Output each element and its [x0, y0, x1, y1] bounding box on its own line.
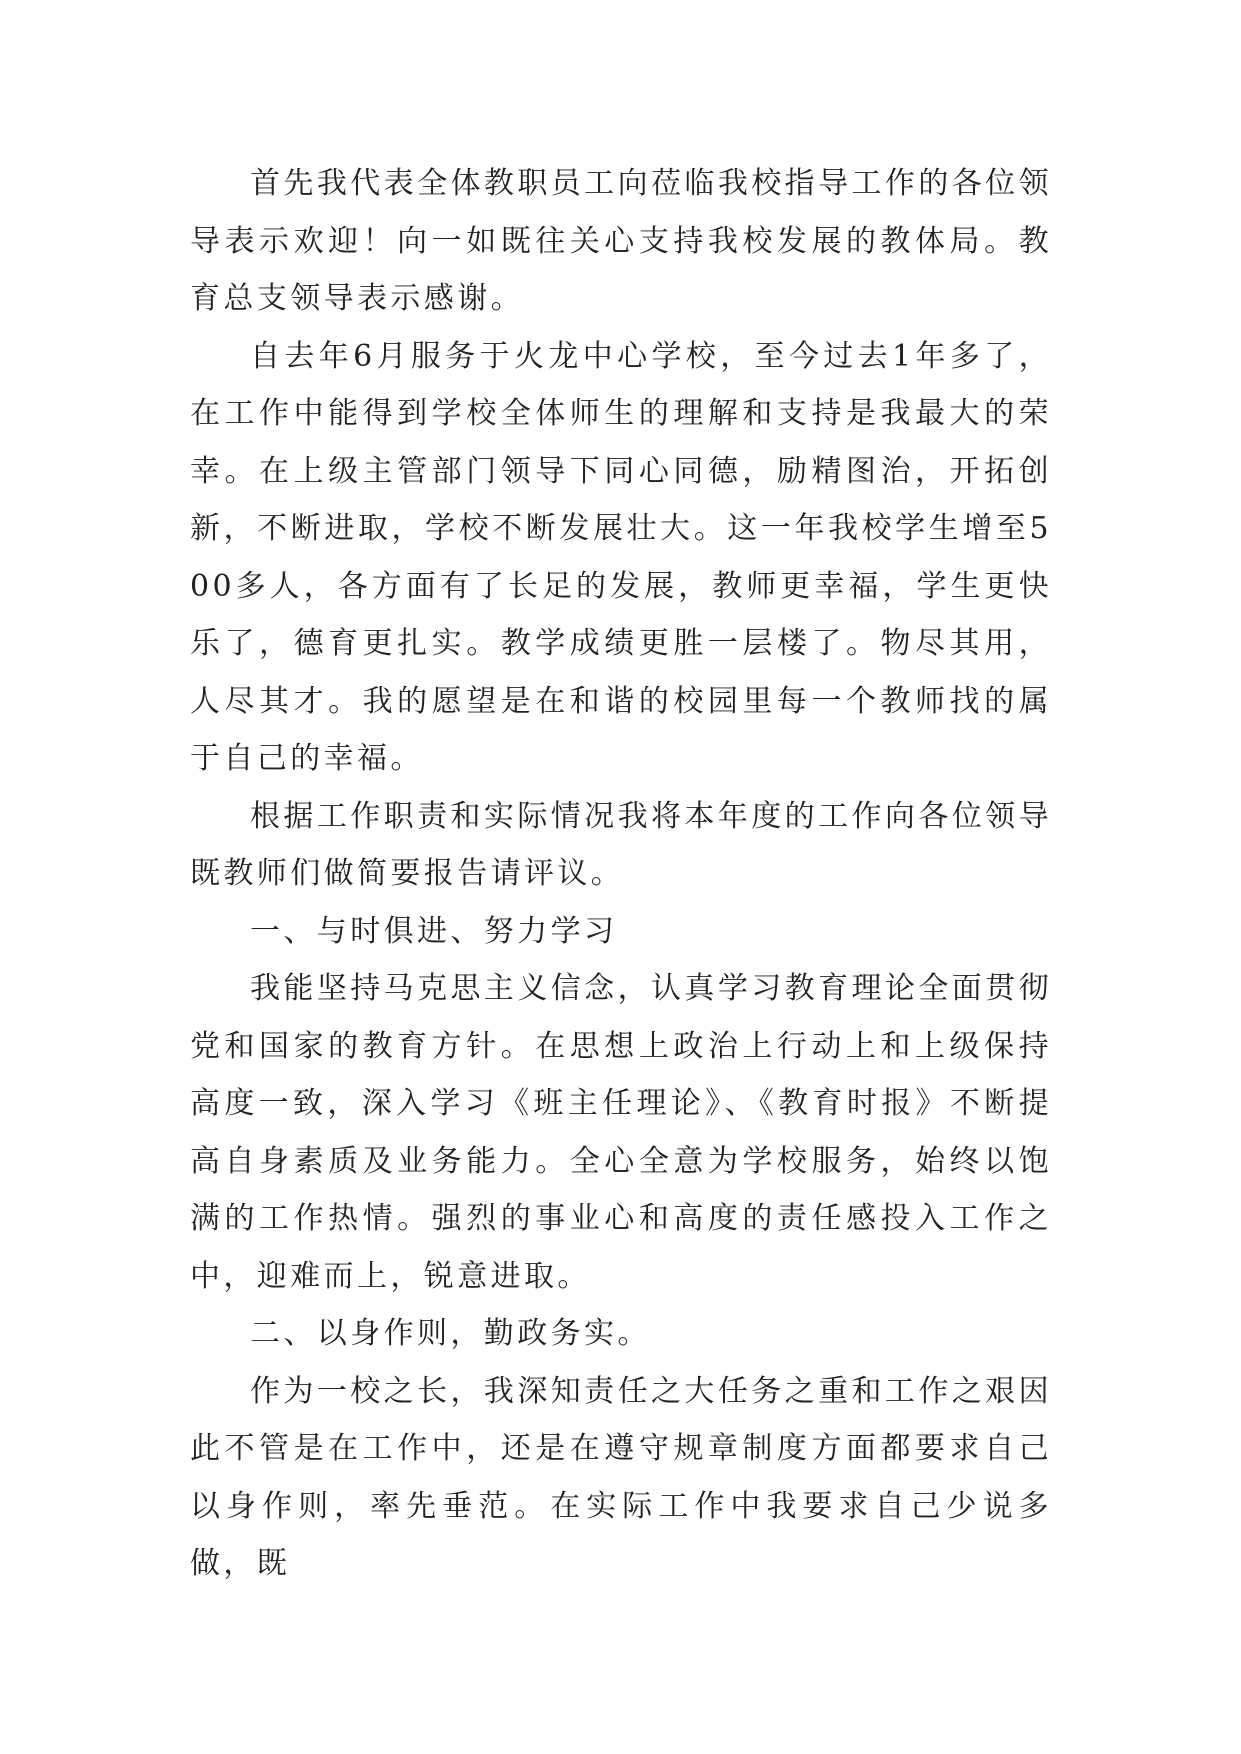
paragraph-report-intro: 根据工作职责和实际情况我将本年度的工作向各位领导既教师们做简要报告请评议。 [190, 798, 1052, 891]
paragraph-welcome: 首先我代表全体教职员工向莅临我校指导工作的各位领导表示欢迎！向一如既往关心支持我校发展的教体局。教育总支领导表示感谢。 [190, 166, 1052, 316]
section-heading-2: 二、以身作则，勤政务实。 [250, 1316, 651, 1351]
paragraph-service-year: 自去年6月服务于火龙中心学校，至今过去1年多了，在工作中能得到学校全体师生的理解和支持是我最大的荣幸。在上级主管部门领导下同心同德，励精图治，开拓创新，不断进取，学校不断发展壮大。这一年我校学生增至500多人，各方面有了长足的发展，教师更幸福，学生更快乐了，德育更扎实。教学成绩更胜一层楼了。物尽其用，人尽其才。我的愿望是在和谐的校园里每一个教师找的属于自己的幸福。 [190, 338, 1052, 776]
section-heading-1: 一、与时俱进、努力学习 [250, 913, 618, 949]
paragraph-lead-by-example: 作为一校之长，我深知责任之大任务之重和工作之艰因此不管是在工作中，还是在遵守规章制度方面都要求自己以身作则，率先垂范。在实际工作中我要求自己少说多做，既 [190, 1373, 1052, 1581]
document-body [190, 155, 1052, 1593]
paragraph-study: 我能坚持马克思主义信念，认真学习教育理论全面贯彻党和国家的教育方针。在思想上政治上行动上和上级保持高度一致，深入学习《班主任理论》、《教育时报》不断提高自身素质及业务能力。全心全意为学校服务，始终以饱满的工作热情。强烈的事业心和高度的责任感投入工作之中，迎难而上，锐意进取。 [190, 971, 1052, 1294]
